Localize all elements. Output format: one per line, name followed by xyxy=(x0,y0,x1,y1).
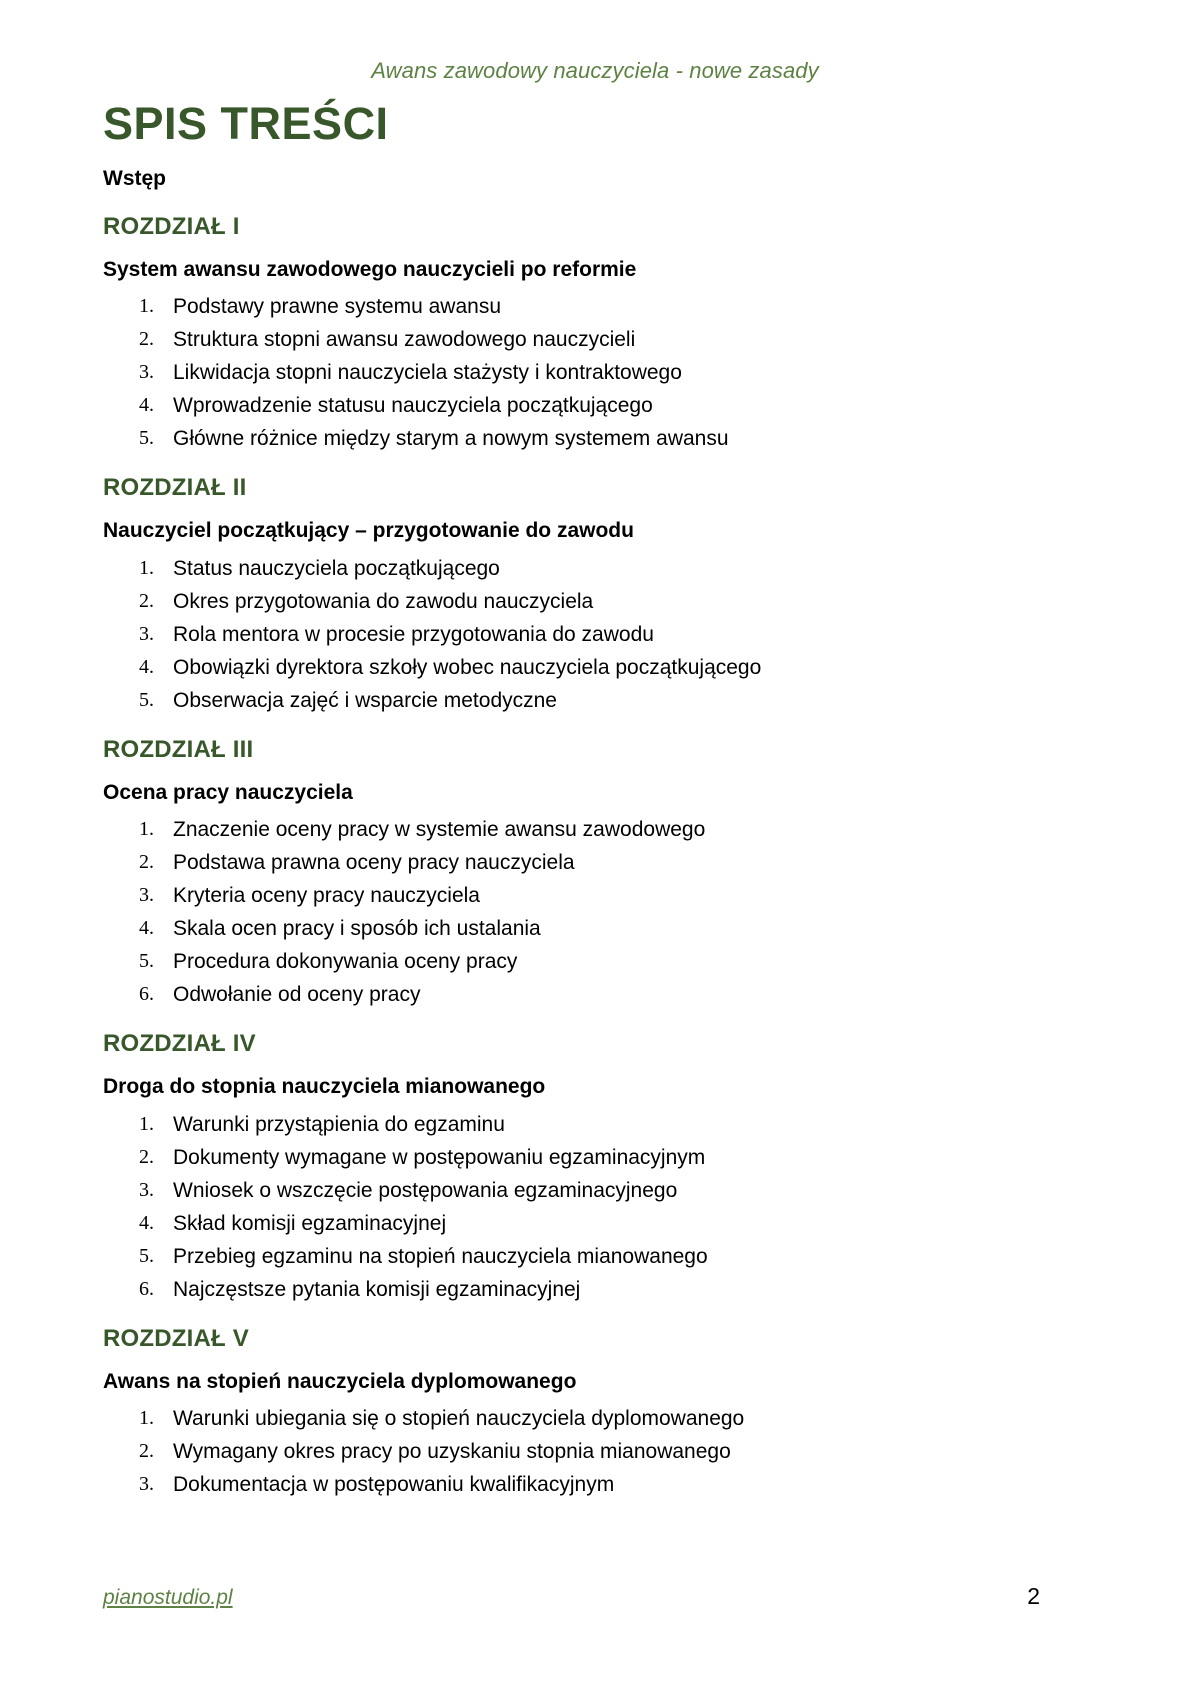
footer-page-number: 2 xyxy=(1027,1583,1040,1609)
toc-entry-number: 4. xyxy=(139,917,154,940)
toc-entry-label: Skład komisji egzaminacyjnej xyxy=(173,1211,447,1235)
toc-entry[interactable] xyxy=(103,422,1043,455)
toc-entry[interactable] xyxy=(103,290,1043,323)
chapter-label: ROZDZIAŁ II xyxy=(103,474,247,502)
toc-entry-number: 3. xyxy=(139,1473,154,1496)
toc-entry-label: Odwołanie od oceny pracy xyxy=(173,983,421,1007)
toc-entry[interactable] xyxy=(103,552,1043,585)
chapter-item-list xyxy=(103,290,1043,455)
intro-heading-wstep: Wstęp xyxy=(103,167,166,191)
chapter-label: ROZDZIAŁ V xyxy=(103,1324,249,1352)
document-footer xyxy=(103,1583,1040,1610)
page-title: SPIS TREŚCI xyxy=(103,98,389,149)
toc-entry[interactable] xyxy=(103,585,1043,618)
chapter-section xyxy=(103,734,1043,1012)
toc-entry[interactable] xyxy=(103,945,1043,978)
toc-entry[interactable] xyxy=(103,684,1043,717)
toc-entry-label: Wprowadzenie statusu nauczyciela początkującego xyxy=(173,394,653,418)
chapter-item-list xyxy=(103,813,1043,1011)
toc-entry-label: Okres przygotowania do zawodu nauczyciela xyxy=(173,589,594,613)
toc-entry[interactable] xyxy=(103,879,1043,912)
toc-entry-label: Status nauczyciela początkującego xyxy=(173,556,500,580)
chapter-label: ROZDZIAŁ I xyxy=(103,212,240,240)
toc-entry[interactable] xyxy=(103,912,1043,945)
toc-entry-label: Podstawa prawna oceny pracy nauczyciela xyxy=(173,851,575,875)
toc-entry[interactable] xyxy=(103,1468,1043,1501)
toc-entry-number: 1. xyxy=(139,1407,154,1430)
toc-entry-number: 3. xyxy=(139,884,154,907)
toc-entry[interactable] xyxy=(103,1435,1043,1468)
table-of-contents xyxy=(103,100,1043,1501)
toc-entry-number: 5. xyxy=(139,1244,154,1267)
toc-entry-number: 1. xyxy=(139,818,154,841)
toc-entry-number: 2. xyxy=(139,328,154,351)
toc-entry-number: 2. xyxy=(139,589,154,612)
toc-entry-label: Struktura stopni awansu zawodowego nauczycieli xyxy=(173,328,636,352)
chapter-section xyxy=(103,211,1043,456)
toc-entry-number: 3. xyxy=(139,361,154,384)
toc-entry[interactable] xyxy=(103,846,1043,879)
toc-entry[interactable] xyxy=(103,1207,1043,1240)
toc-entry-label: Skala ocen pracy i sposób ich ustalania xyxy=(173,917,541,941)
toc-entry-label: Wniosek o wszczęcie postępowania egzaminacyjnego xyxy=(173,1178,678,1202)
chapter-title: System awansu zawodowego nauczycieli po reformie xyxy=(103,257,637,281)
toc-entry[interactable] xyxy=(103,813,1043,846)
toc-entry-number: 5. xyxy=(139,688,154,711)
toc-entry-label: Obserwacja zajęć i wsparcie metodyczne xyxy=(173,688,557,712)
running-header: Awans zawodowy nauczyciela - nowe zasady xyxy=(371,58,819,83)
toc-entry-label: Warunki przystąpienia do egzaminu xyxy=(173,1112,505,1136)
toc-entry-number: 4. xyxy=(139,394,154,417)
toc-entry[interactable] xyxy=(103,1240,1043,1273)
toc-entry[interactable] xyxy=(103,1402,1043,1435)
chapter-title: Droga do stopnia nauczyciela mianowanego xyxy=(103,1075,546,1099)
toc-entry-label: Przebieg egzaminu na stopień nauczyciela mianowanego xyxy=(173,1244,708,1268)
chapter-section xyxy=(103,1323,1043,1502)
chapter-section xyxy=(103,472,1043,717)
toc-entry-number: 2. xyxy=(139,1145,154,1168)
toc-entry-label: Dokumenty wymagane w postępowaniu egzaminacyjnym xyxy=(173,1145,706,1169)
toc-entry-number: 3. xyxy=(139,622,154,645)
toc-entry-number: 4. xyxy=(139,1211,154,1234)
chapter-item-list xyxy=(103,1402,1043,1501)
toc-entry-number: 5. xyxy=(139,950,154,973)
toc-entry-number: 4. xyxy=(139,655,154,678)
toc-entry-number: 1. xyxy=(139,295,154,318)
toc-entry[interactable] xyxy=(103,1174,1043,1207)
toc-entry-label: Warunki ubiegania się o stopień nauczyciela dyplomowanego xyxy=(173,1407,745,1431)
chapter-title: Awans na stopień nauczyciela dyplomowanego xyxy=(103,1369,577,1393)
toc-entry-number: 2. xyxy=(139,1440,154,1463)
toc-entry-label: Obowiązki dyrektora szkoły wobec nauczyciela początkującego xyxy=(173,655,762,679)
chapter-item-list xyxy=(103,552,1043,717)
toc-entry[interactable] xyxy=(103,323,1043,356)
toc-entry[interactable] xyxy=(103,651,1043,684)
toc-entry[interactable] xyxy=(103,1273,1043,1306)
toc-entry-label: Likwidacja stopni nauczyciela stażysty i kontraktowego xyxy=(173,361,682,385)
toc-entry[interactable] xyxy=(103,1108,1043,1141)
toc-entry-number: 6. xyxy=(139,1277,154,1300)
toc-entry-label: Najczęstsze pytania komisji egzaminacyjnej xyxy=(173,1277,581,1301)
toc-entry[interactable] xyxy=(103,1141,1043,1174)
chapter-section xyxy=(103,1028,1043,1306)
toc-entry-number: 1. xyxy=(139,556,154,579)
toc-entry-label: Procedura dokonywania oceny pracy xyxy=(173,950,518,974)
toc-entry-label: Wymagany okres pracy po uzyskaniu stopnia mianowanego xyxy=(173,1440,731,1464)
chapter-label: ROZDZIAŁ III xyxy=(103,735,254,763)
footer-site-link[interactable]: pianostudio.pl xyxy=(103,1586,233,1609)
toc-entry-label: Dokumentacja w postępowaniu kwalifikacyjnym xyxy=(173,1473,615,1497)
toc-entry-label: Znaczenie oceny pracy w systemie awansu zawodowego xyxy=(173,818,706,842)
toc-entry[interactable] xyxy=(103,978,1043,1011)
chapter-title: Ocena pracy nauczyciela xyxy=(103,780,353,804)
chapter-item-list xyxy=(103,1108,1043,1306)
toc-entry-label: Rola mentora w procesie przygotowania do zawodu xyxy=(173,622,654,646)
chapter-title: Nauczyciel początkujący – przygotowanie do zawodu xyxy=(103,519,634,543)
chapter-label: ROZDZIAŁ IV xyxy=(103,1030,256,1058)
toc-entry-number: 6. xyxy=(139,983,154,1006)
toc-entry[interactable] xyxy=(103,389,1043,422)
toc-entry-number: 2. xyxy=(139,851,154,874)
toc-entry[interactable] xyxy=(103,356,1043,389)
toc-entry-number: 1. xyxy=(139,1112,154,1135)
toc-entry-label: Główne różnice między starym a nowym systemem awansu xyxy=(173,427,729,451)
toc-entry-number: 5. xyxy=(139,427,154,450)
toc-entry-label: Podstawy prawne systemu awansu xyxy=(173,295,501,319)
toc-entry-number: 3. xyxy=(139,1178,154,1201)
chapters-container xyxy=(103,211,1043,1502)
toc-entry-label: Kryteria oceny pracy nauczyciela xyxy=(173,884,480,908)
toc-entry[interactable] xyxy=(103,618,1043,651)
